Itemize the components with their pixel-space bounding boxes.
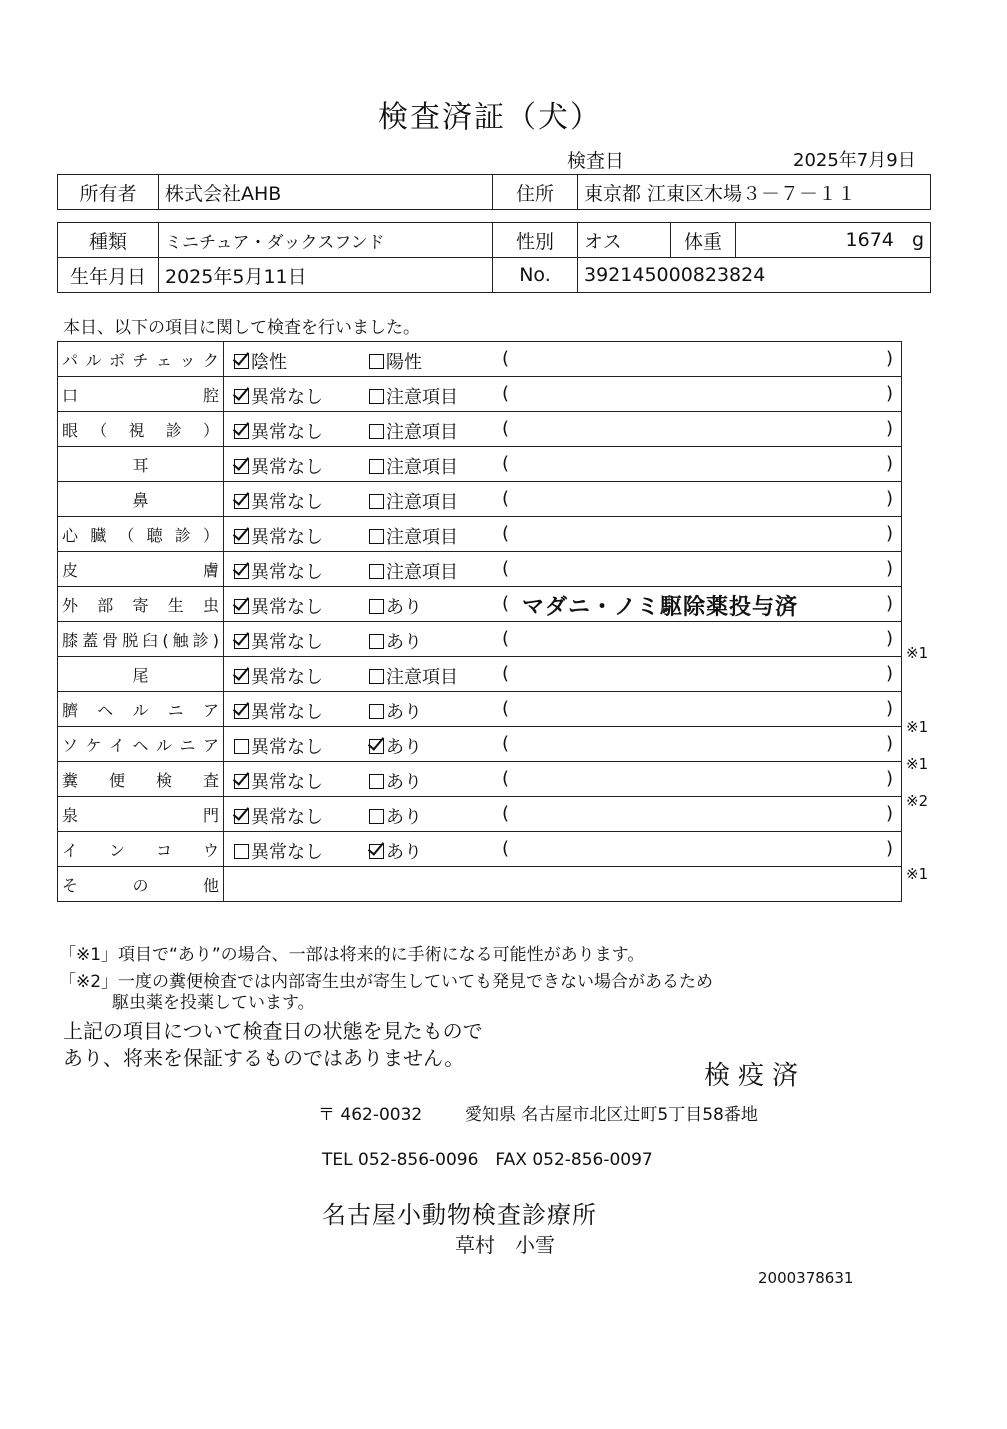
inspection-item-label: 耳	[58, 447, 224, 482]
inspection-item-label: 眼 （ 視 診 ）	[58, 412, 224, 447]
option-abnormal-label: あり	[386, 702, 422, 723]
inspection-options	[224, 797, 902, 832]
option-normal[interactable]	[234, 418, 323, 444]
owner-value: 株式会社AHB	[159, 175, 493, 210]
option-abnormal-label: 注意項目	[386, 387, 458, 408]
inspection-note: マダニ・ノミ駆除薬投与済	[522, 595, 799, 620]
checkbox-icon[interactable]	[234, 774, 249, 789]
inspection-row	[58, 412, 902, 447]
inspection-row	[58, 482, 902, 517]
paren-open: (	[502, 698, 510, 719]
checkbox-icon[interactable]	[234, 844, 249, 859]
disclaimer: 上記の項目について検査日の状態を見たものであり、将来を保証するものではありません。	[63, 1019, 483, 1070]
checkbox-icon[interactable]	[234, 389, 249, 404]
inspection-item-label: 外 部 寄 生 虫	[58, 587, 224, 622]
checkbox-icon[interactable]	[369, 354, 384, 369]
inspection-options	[224, 587, 902, 622]
inspection-row-other	[58, 867, 902, 902]
option-normal-label: 異常なし	[251, 387, 323, 408]
inspection-row	[58, 797, 902, 832]
inspection-row	[58, 692, 902, 727]
paren-close: )	[886, 733, 894, 754]
option-abnormal-label: あり	[386, 737, 422, 758]
option-abnormal[interactable]	[369, 803, 422, 829]
intro-text: 本日、以下の項目に関して検査を行いました。	[63, 318, 420, 338]
option-abnormal[interactable]	[369, 768, 422, 794]
option-normal-label: 異常なし	[251, 737, 323, 758]
inspection-options	[224, 482, 902, 517]
option-abnormal-label: 注意項目	[386, 667, 458, 688]
checkbox-icon[interactable]	[234, 809, 249, 824]
inspection-row	[58, 832, 902, 867]
owner-label: 所有者	[58, 175, 159, 210]
paren-close: )	[886, 698, 894, 719]
option-normal-label: 異常なし	[251, 807, 323, 828]
option-normal[interactable]	[234, 628, 323, 654]
paren-open: (	[502, 768, 510, 789]
checkbox-icon[interactable]	[234, 459, 249, 474]
weight-value: 1674	[845, 229, 894, 251]
serial-number: 2000378631	[758, 1269, 854, 1287]
option-abnormal[interactable]	[369, 523, 458, 549]
paren-close: )	[886, 453, 894, 474]
option-abnormal[interactable]	[369, 838, 422, 864]
inspection-row	[58, 552, 902, 587]
option-normal[interactable]	[234, 838, 323, 864]
type-value: ミニチュア・ダックスフンド	[159, 223, 493, 258]
option-normal[interactable]	[234, 663, 323, 689]
paren-close: )	[886, 348, 894, 369]
inspection-item-label: イ ン コ ウ	[58, 832, 224, 867]
option-abnormal-label: あり	[386, 842, 422, 863]
birth-label: 生年月日	[58, 258, 159, 293]
checkbox-icon[interactable]	[234, 529, 249, 544]
inspection-item-label: 口 腔	[58, 377, 224, 412]
option-normal-label: 陰性	[251, 352, 287, 373]
paren-close: )	[886, 523, 894, 544]
option-abnormal[interactable]	[369, 628, 422, 654]
checkbox-icon[interactable]	[369, 424, 384, 439]
exam-date-label: 検査日	[567, 150, 625, 172]
footnote-mark: ※1	[906, 644, 929, 663]
inspection-options	[224, 762, 902, 797]
clinic-name: 名古屋小動物検査診療所	[322, 1201, 597, 1229]
checkbox-icon[interactable]	[369, 739, 384, 754]
address-label: 住所	[493, 175, 578, 210]
option-normal[interactable]	[234, 523, 323, 549]
checkbox-icon[interactable]	[369, 494, 384, 509]
checkbox-icon[interactable]	[369, 704, 384, 719]
paren-open: (	[502, 523, 510, 544]
paren-open: (	[502, 803, 510, 824]
option-abnormal-label: 陽性	[386, 352, 422, 373]
paren-open: (	[502, 453, 510, 474]
paren-open: (	[502, 488, 510, 509]
inspection-row	[58, 622, 902, 657]
inspection-row	[58, 517, 902, 552]
option-normal-label: 異常なし	[251, 492, 323, 513]
checkbox-icon[interactable]	[234, 669, 249, 684]
inspection-options	[224, 622, 902, 657]
inspection-options	[224, 832, 902, 867]
footnote-mark: ※1	[906, 865, 929, 884]
paren-close: )	[886, 628, 894, 649]
paren-open: (	[502, 838, 510, 859]
inspection-table	[57, 341, 902, 902]
option-abnormal[interactable]	[369, 663, 458, 689]
checkbox-icon[interactable]	[369, 529, 384, 544]
paren-close: )	[886, 558, 894, 579]
option-normal-label: 異常なし	[251, 842, 323, 863]
paren-close: )	[886, 488, 894, 509]
checkbox-icon[interactable]	[369, 389, 384, 404]
inspection-row	[58, 727, 902, 762]
inspection-item-label: 膝蓋骨脱臼(触診)	[58, 622, 224, 657]
type-label: 種類	[58, 223, 159, 258]
inspection-row	[58, 377, 902, 412]
document-title: 検査済証（犬）	[378, 100, 602, 135]
pet-table	[57, 222, 931, 293]
option-normal[interactable]	[234, 488, 323, 514]
stamp-text: 検疫済	[704, 1061, 807, 1091]
weight-label: 体重	[671, 223, 736, 258]
paren-open: (	[502, 663, 510, 684]
inspection-options	[224, 657, 902, 692]
exam-date: 2025年7月9日	[793, 150, 916, 171]
option-abnormal[interactable]	[369, 348, 422, 374]
option-abnormal-label: あり	[386, 772, 422, 793]
option-abnormal[interactable]	[369, 383, 458, 409]
checkbox-icon[interactable]	[234, 704, 249, 719]
inspection-row	[58, 587, 902, 622]
checkbox-icon[interactable]	[234, 634, 249, 649]
option-abnormal-label: 注意項目	[386, 422, 458, 443]
paren-close: )	[886, 768, 894, 789]
option-normal[interactable]	[234, 733, 323, 759]
checkbox-icon[interactable]	[369, 669, 384, 684]
option-normal[interactable]	[234, 698, 323, 724]
option-abnormal[interactable]	[369, 698, 422, 724]
paren-close: )	[886, 803, 894, 824]
paren-open: (	[502, 733, 510, 754]
postal-code: 〒 462-0032	[318, 1105, 423, 1125]
option-abnormal-label: あり	[386, 597, 422, 618]
note-2-cont: 駆虫薬を投薬しています。	[112, 993, 315, 1013]
option-normal[interactable]	[234, 803, 323, 829]
weight-unit: g	[911, 229, 924, 251]
option-abnormal-label: 注意項目	[386, 527, 458, 548]
option-normal[interactable]	[234, 453, 323, 479]
footnote-mark: ※2	[906, 791, 929, 810]
inspection-options	[224, 342, 902, 377]
option-abnormal[interactable]	[369, 418, 458, 444]
inspection-options	[224, 412, 902, 447]
option-abnormal-label: 注意項目	[386, 492, 458, 513]
inspection-item-label: 糞 便 検 査	[58, 762, 224, 797]
checkbox-icon[interactable]	[234, 424, 249, 439]
paren-open: (	[502, 348, 510, 369]
note-2: 「※2」一度の糞便検査では内部寄生虫が寄生していても発見できない場合があるため	[59, 972, 714, 992]
option-normal-label: 異常なし	[251, 667, 323, 688]
paren-open: (	[502, 418, 510, 439]
option-normal-label: 異常なし	[251, 527, 323, 548]
checkbox-icon[interactable]	[234, 354, 249, 369]
checkbox-icon[interactable]	[369, 844, 384, 859]
checkbox-icon[interactable]	[369, 599, 384, 614]
paren-open: (	[502, 593, 510, 614]
option-abnormal[interactable]	[369, 593, 422, 619]
inspection-item-label: パ ル ボ チ ェ ッ ク	[58, 342, 224, 377]
weight-cell	[736, 223, 931, 258]
paren-open: (	[502, 383, 510, 404]
option-abnormal-label: 注意項目	[386, 457, 458, 478]
inspection-item-label: 皮 膚	[58, 552, 224, 587]
checkbox-icon[interactable]	[234, 564, 249, 579]
paren-close: )	[886, 383, 894, 404]
option-abnormal-label: あり	[386, 632, 422, 653]
checkbox-icon[interactable]	[369, 774, 384, 789]
paren-open: (	[502, 558, 510, 579]
option-abnormal[interactable]	[369, 488, 458, 514]
inspection-row	[58, 762, 902, 797]
option-normal[interactable]	[234, 348, 287, 374]
checkbox-icon[interactable]	[369, 809, 384, 824]
other-value[interactable]	[224, 867, 902, 902]
footnote-mark: ※1	[906, 754, 929, 773]
checkbox-icon[interactable]	[234, 599, 249, 614]
option-normal[interactable]	[234, 768, 323, 794]
option-abnormal[interactable]	[369, 453, 458, 479]
inspection-item-label: ソ ケ イ ヘ ル ニ ア	[58, 727, 224, 762]
option-normal-label: 異常なし	[251, 457, 323, 478]
birth-value: 2025年5月11日	[159, 258, 493, 293]
option-normal-label: 異常なし	[251, 702, 323, 723]
tel-fax: TEL 052-856-0096 FAX 052-856-0097	[322, 1150, 653, 1170]
option-normal[interactable]	[234, 593, 323, 619]
inspection-item-label: 心 臓 （ 聴 診 ）	[58, 517, 224, 552]
vet-name: 草村 小雪	[455, 1233, 555, 1257]
owner-table	[57, 174, 931, 210]
inspection-options	[224, 517, 902, 552]
note-1: 「※1」項目で“あり”の場合、一部は将来的に手術になる可能性があります。	[59, 945, 645, 965]
sex-label: 性別	[493, 223, 578, 258]
paren-close: )	[886, 838, 894, 859]
checkbox-icon[interactable]	[369, 459, 384, 474]
inspection-options	[224, 692, 902, 727]
inspection-item-label: 泉 門	[58, 797, 224, 832]
paren-close: )	[886, 418, 894, 439]
option-abnormal[interactable]	[369, 733, 422, 759]
address-value: 東京都 江東区木場３－７－１１	[578, 175, 931, 210]
checkbox-icon[interactable]	[369, 564, 384, 579]
footnote-mark: ※1	[906, 718, 929, 736]
inspection-row	[58, 342, 902, 377]
inspection-row	[58, 657, 902, 692]
other-label: そ の 他	[58, 867, 224, 902]
option-normal-label: 異常なし	[251, 632, 323, 653]
inspection-options	[224, 447, 902, 482]
inspection-item-label: 鼻	[58, 482, 224, 517]
inspection-options	[224, 377, 902, 412]
option-normal-label: 異常なし	[251, 562, 323, 583]
clinic-address: 愛知県 名古屋市北区辻町5丁目58番地	[465, 1105, 758, 1125]
option-abnormal-label: あり	[386, 807, 422, 828]
inspection-options	[224, 727, 902, 762]
option-abnormal-label: 注意項目	[386, 562, 458, 583]
option-normal[interactable]	[234, 383, 323, 409]
paren-close: )	[886, 663, 894, 684]
checkbox-icon[interactable]	[234, 739, 249, 754]
checkbox-icon[interactable]	[234, 494, 249, 509]
option-normal[interactable]	[234, 558, 323, 584]
no-label: No.	[493, 258, 578, 293]
checkbox-icon[interactable]	[369, 634, 384, 649]
inspection-item-label: 尾	[58, 657, 224, 692]
sex-value: オス	[578, 223, 671, 258]
inspection-options	[224, 552, 902, 587]
option-normal-label: 異常なし	[251, 772, 323, 793]
no-value: 392145000823824	[578, 258, 931, 293]
option-normal-label: 異常なし	[251, 422, 323, 443]
option-abnormal[interactable]	[369, 558, 458, 584]
paren-open: (	[502, 628, 510, 649]
paren-close: )	[886, 593, 894, 614]
inspection-item-label: 臍 ヘ ル ニ ア	[58, 692, 224, 727]
option-normal-label: 異常なし	[251, 597, 323, 618]
inspection-row	[58, 447, 902, 482]
